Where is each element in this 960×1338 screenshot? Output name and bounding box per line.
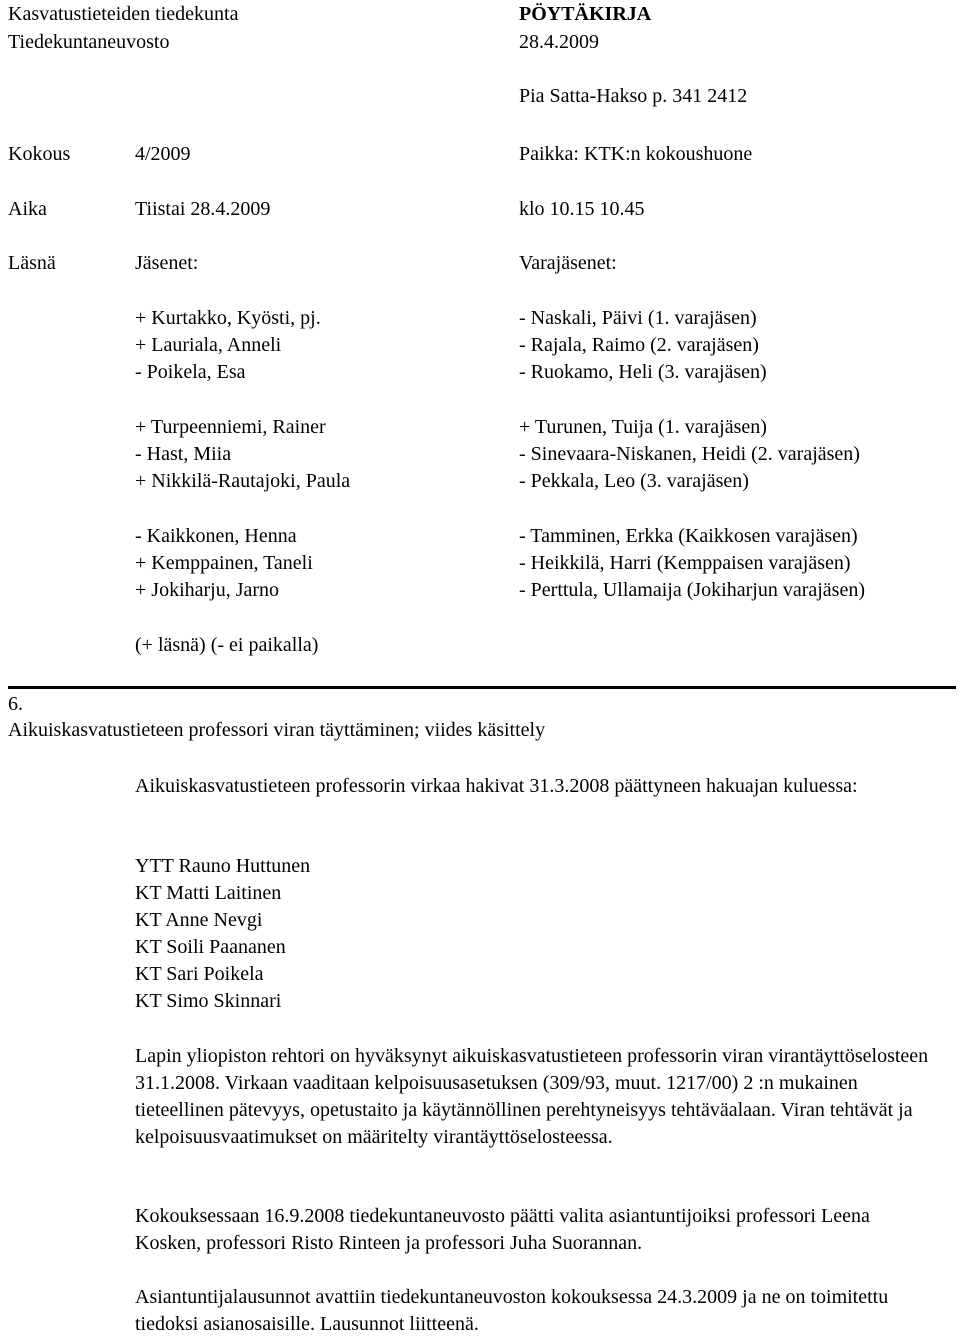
member-8: + Kemppainen, Taneli (135, 552, 313, 574)
deputy-5: - Sinevaara-Niskanen, Heidi (2. varajäsen) (519, 443, 860, 465)
meeting-place: Paikka: KTK:n kokoushuone (519, 143, 753, 165)
deputy-7: - Tamminen, Erkka (Kaikkosen varajäsen) (519, 525, 858, 547)
contact-person: Pia Satta-Hakso p. 341 2412 (519, 85, 748, 107)
aika-label: Aika (8, 198, 47, 220)
deputy-4: + Turunen, Tuija (1. varajäsen) (519, 416, 767, 438)
deputies-heading: Varajäsenet: (519, 252, 617, 274)
member-5: - Hast, Miia (135, 443, 232, 465)
member-4: + Turpeenniemi, Rainer (135, 416, 326, 438)
member-2: + Lauriala, Anneli (135, 334, 282, 356)
document-date: 28.4.2009 (519, 31, 599, 53)
member-7: - Kaikkonen, Henna (135, 525, 297, 547)
kokous-value: 4/2009 (135, 143, 191, 165)
faculty-name: Kasvatustieteiden tiedekunta (8, 3, 239, 25)
item-title: Aikuiskasvatustieteen professori viran täyttäminen; viides käsittely (8, 719, 546, 741)
paragraph-qualifications: Lapin yliopiston rehtori on hyväksynyt aikuiskasvatustieteen professorin viran virantäyttöselosteen 31.1.2008. Virkaan vaaditaan kelpoisuusasetuksen (309/93, muut. 1217/00) 2 :n mukainen tieteellinen pätevyys, opetustaito ja käytännöllinen perehtyneisyys tehtäväalaan. Viran tehtävät ja kelpoisuusvaatimukset on määritelty virantäyttöselosteessa. (135, 1045, 929, 1148)
council-name: Tiedekuntaneuvosto (8, 31, 170, 53)
member-3: - Poikela, Esa (135, 361, 246, 383)
item-intro: Aikuiskasvatustieteen professorin virkaa hakivat 31.3.2008 päättyneen hakuajan kuluessa: (135, 775, 858, 797)
deputy-2: - Rajala, Raimo (2. varajäsen) (519, 334, 759, 356)
member-6: + Nikkilä-Rautajoki, Paula (135, 470, 351, 492)
item-number: 6. (8, 693, 23, 715)
members-heading: Jäsenet: (135, 252, 199, 274)
applicant-3: KT Anne Nevgi (135, 909, 263, 931)
kokous-label: Kokous (8, 143, 71, 165)
deputy-3: - Ruokamo, Heli (3. varajäsen) (519, 361, 767, 383)
applicant-1: YTT Rauno Huttunen (135, 855, 311, 877)
section-divider (8, 686, 956, 689)
member-9: + Jokiharju, Jarno (135, 579, 280, 601)
meeting-time: klo 10.15 10.45 (519, 198, 645, 220)
paragraph-statements: Asiantuntijalausunnot avattiin tiedekuntaneuvoston kokouksessa 24.3.2009 ja ne on toimitettu tiedoksi asianosaisille. Lausunnot liitteenä. (135, 1286, 889, 1335)
paragraph-experts: Kokouksessaan 16.9.2008 tiedekuntaneuvosto päätti valita asiantuntijoiksi professori Leena Kosken, professori Risto Rinteen ja professori Juha Suorannan. (135, 1205, 870, 1254)
applicant-5: KT Sari Poikela (135, 963, 264, 985)
applicant-4: KT Soili Paananen (135, 936, 286, 958)
deputy-9: - Perttula, Ullamaija (Jokiharjun varajäsen) (519, 579, 865, 601)
deputy-8: - Heikkilä, Harri (Kemppaisen varajäsen) (519, 552, 851, 574)
member-1: + Kurtakko, Kyösti, pj. (135, 307, 321, 329)
deputy-6: - Pekkala, Leo (3. varajäsen) (519, 470, 749, 492)
aika-value: Tiistai 28.4.2009 (135, 198, 271, 220)
document-type: PÖYTÄKIRJA (519, 3, 652, 25)
attendance-legend: (+ läsnä) (- ei paikalla) (135, 634, 319, 656)
deputy-1: - Naskali, Päivi (1. varajäsen) (519, 307, 757, 329)
lasna-label: Läsnä (8, 252, 56, 274)
applicant-2: KT Matti Laitinen (135, 882, 282, 904)
applicant-6: KT Simo Skinnari (135, 990, 282, 1012)
